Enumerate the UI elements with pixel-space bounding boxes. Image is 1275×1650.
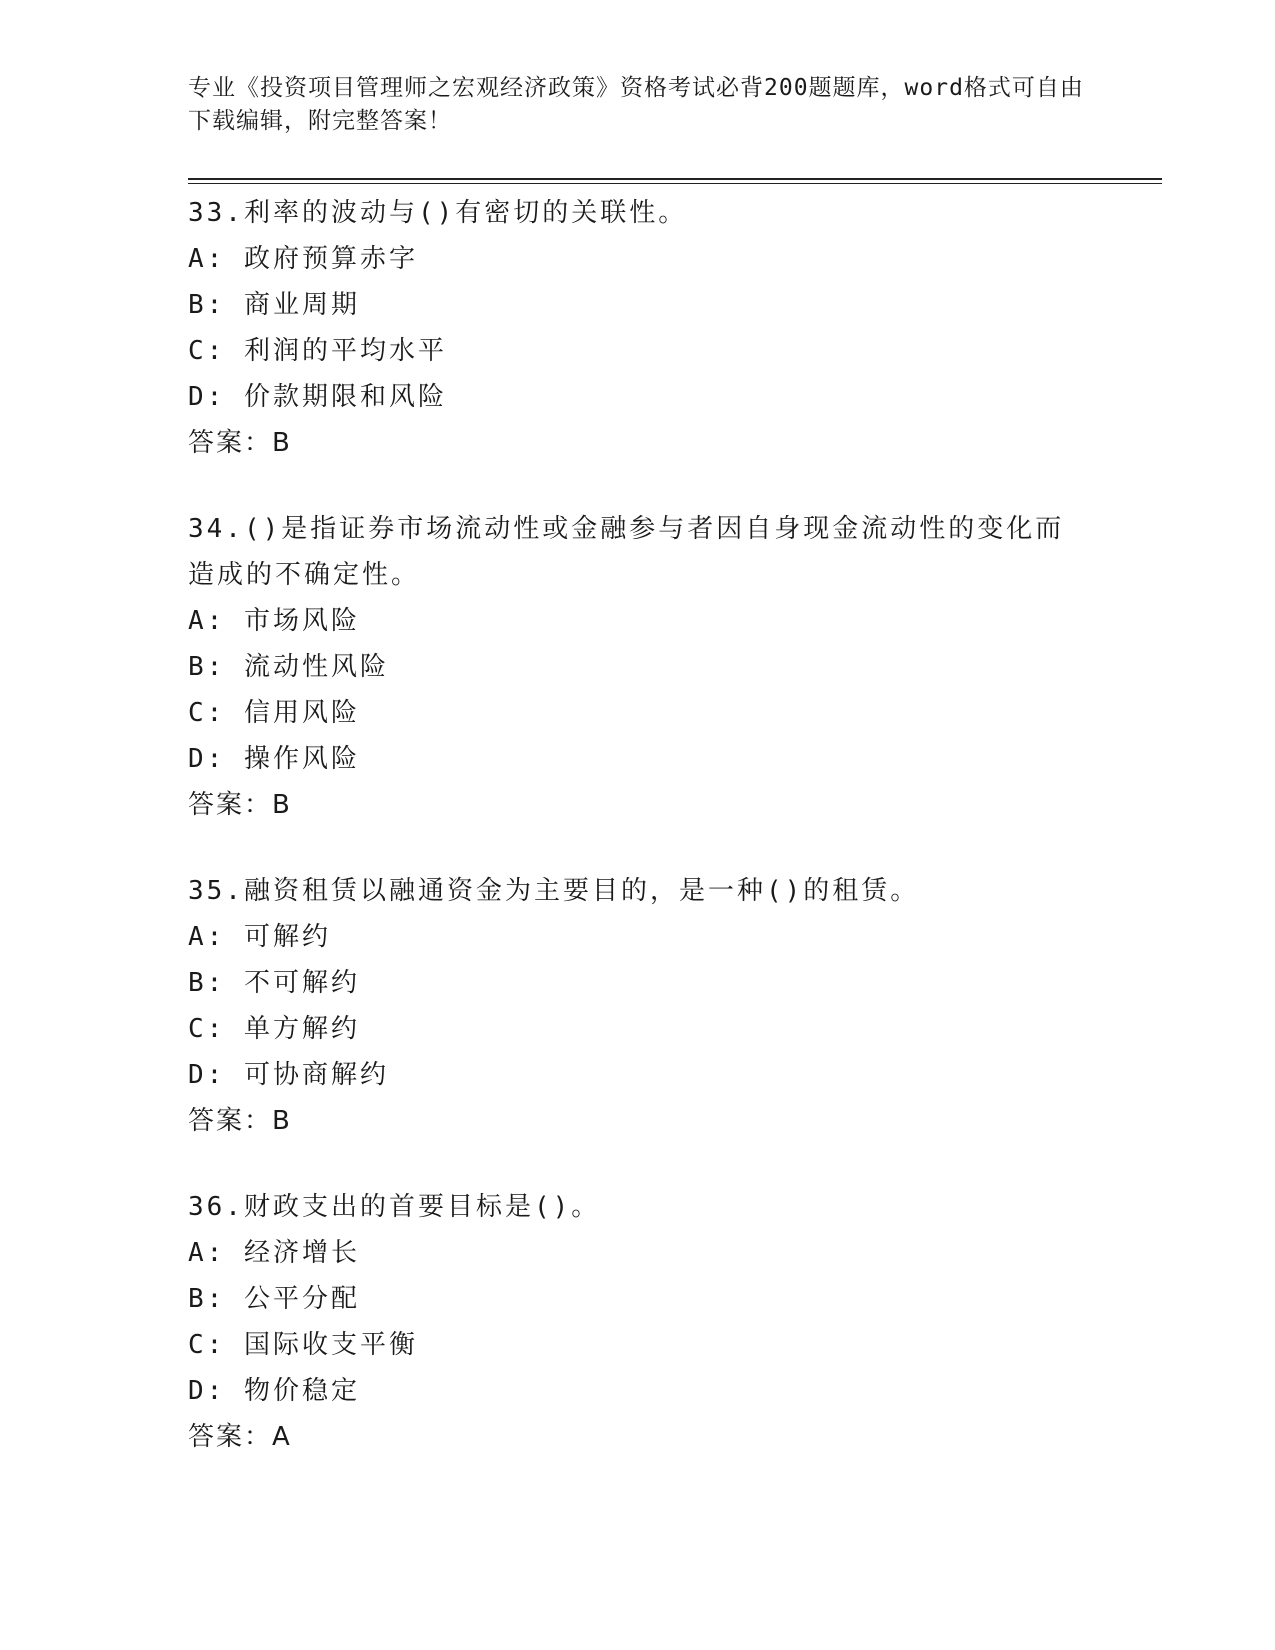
option-d: D: 价款期限和风险 [188,382,447,412]
option-a: A: 可解约 [188,922,331,952]
option-b: B: 不可解约 [188,968,360,998]
option-d: D: 可协商解约 [188,1060,389,1090]
question-stem: 33.利率的波动与()有密切的关联性。 [188,198,688,228]
option-d: D: 物价稳定 [188,1376,360,1406]
question-34 [188,506,1088,828]
answer: 答案：B [188,1106,292,1136]
answer: 答案：B [188,428,292,458]
document-title: 专业《投资项目管理师之宏观经济政策》资格考试必背200题题库，word格式可自由下载编辑，附完整答案！ [188,75,1084,134]
document-header [188,72,1088,138]
question-33 [188,190,1088,466]
question-stem: 36.财政支出的首要目标是()。 [188,1192,601,1222]
question-stem: 34.()是指证券市场流动性或金融参与者因自身现金流动性的变化而造成的不确定性。 [188,514,1065,590]
option-d: D: 操作风险 [188,744,360,774]
header-divider-thin [188,183,1162,184]
question-36 [188,1184,1088,1460]
answer: 答案：A [188,1422,292,1452]
option-c: C: 利润的平均水平 [188,336,447,366]
question-stem: 35.融资租赁以融通资金为主要目的，是一种()的租赁。 [188,876,920,906]
option-a: A: 市场风险 [188,606,360,636]
option-c: C: 信用风险 [188,698,360,728]
option-b: B: 商业周期 [188,290,360,320]
option-a: A: 政府预算赤字 [188,244,418,274]
answer: 答案：B [188,790,292,820]
option-c: C: 单方解约 [188,1014,360,1044]
option-a: A: 经济增长 [188,1238,360,1268]
option-b: B: 流动性风险 [188,652,389,682]
header-divider-thick [188,178,1162,180]
option-c: C: 国际收支平衡 [188,1330,418,1360]
option-b: B: 公平分配 [188,1284,360,1314]
question-list [188,190,1088,1500]
question-35 [188,868,1088,1144]
